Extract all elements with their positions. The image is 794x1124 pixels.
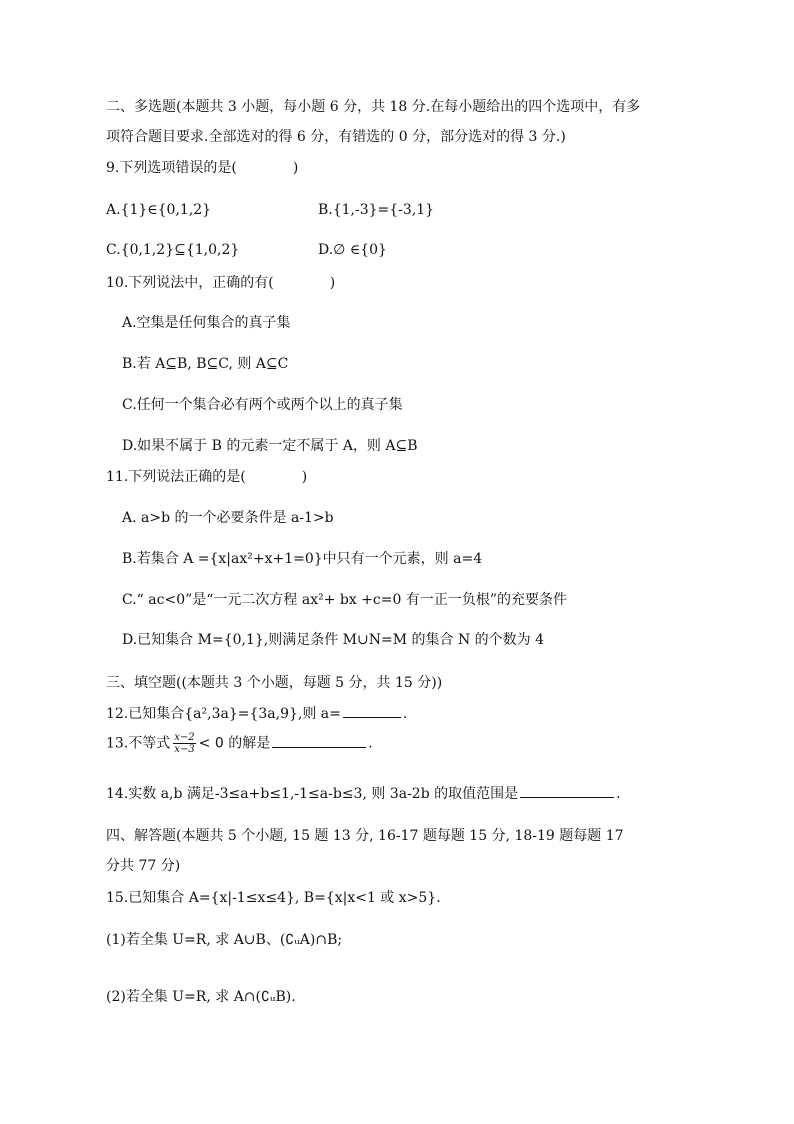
q12-text: 12.已知集合{a²,3a}={3a,9},则 a= (106, 706, 341, 722)
section-4-heading-line2: 分共 77 分) (106, 858, 181, 874)
q11-stem: 11.下列说法正确的是( ) (106, 469, 308, 485)
q13 (106, 732, 373, 755)
q10-option-a: A.空集是任何集合的真子集 (122, 315, 291, 331)
q11-option-b: B.若集合 A ={x|ax²+x+1=0}中只有一个元素，则 a=4 (122, 551, 483, 567)
q14-text: 14.实数 a,b 满足-3≤a+b≤1,-1≤a-b≤3, 则 3a-2b 的取值范围是 (106, 786, 519, 802)
q13-numerator: x−2 (174, 732, 195, 743)
q10-option-c: C.任何一个集合必有两个或两个以上的真子集 (122, 397, 403, 413)
q11-option-a: A. a>b 的一个必要条件是 a-1>b (122, 510, 334, 526)
q12 (106, 703, 407, 724)
q13-end: . (368, 735, 373, 752)
q14-answer-blank[interactable] (520, 783, 614, 798)
q9-option-c: C.{0,1,2}⊆{1,0,2} (106, 242, 240, 258)
q14-end: . (616, 786, 621, 802)
q15-part-2: (2)若全集 U=R, 求 A∩(∁ᵤB). (106, 989, 296, 1005)
q13-text-mid: 的解是 (228, 735, 271, 752)
section-2-heading-line1: 二、多选题(本题共 3 小题，每小题 6 分，共 18 分.在每小题给出的四个选项中，有多 (106, 99, 641, 115)
q11-option-d: D.已知集合 M={0,1},则满足条件 M∪N=M 的集合 N 的个数为 4 (122, 632, 545, 648)
section-2-heading-line2: 项符合题目要求.全部选对的得 6 分，有错选的 0 分，部分选对的得 3 分.) (106, 129, 566, 145)
q13-answer-blank[interactable] (272, 733, 366, 748)
q9-stem: 9.下列选项错误的是( ) (106, 160, 299, 176)
section-4-heading-line1: 四、解答题(本题共 5 个小题, 15 题 13 分, 16-17 题每题 15 分, 18-19 题每题 17 (106, 828, 624, 844)
q11-option-c: C.“ ac<0”是“一元二次方程 ax²+ bx +c=0 有一正一负根”的充要条件 (122, 592, 568, 608)
q10-option-b: B.若 A⊆B, B⊆C, 则 A⊆C (122, 356, 289, 372)
q9-option-d: D.∅ ∈{0} (318, 242, 387, 258)
q10-option-d: D.如果不属于 B 的元素一定不属于 A，则 A⊆B (122, 438, 418, 454)
q13-fraction (173, 732, 195, 755)
q14 (106, 783, 621, 804)
q15-stem: 15.已知集合 A={x|-1≤x≤4}, B={x|x<1 或 x>5}. (106, 890, 441, 906)
q10-stem: 10.下列说法中，正确的有( ) (106, 275, 336, 291)
q15-part-1: (1)若全集 U=R, 求 A∪B、(∁ᵤA)∩B; (106, 932, 343, 948)
q12-end: . (402, 706, 408, 722)
q9-option-a: A.{1}∈{0,1,2} (106, 202, 212, 218)
section-3-heading: 三、填空题((本题共 3 个小题，每题 5 分，共 15 分)) (106, 675, 443, 691)
q13-text: 13.不等式 (106, 735, 171, 752)
q13-denominator: x−3 (174, 744, 195, 755)
q9-option-b: B.{1,-3}={-3,1} (318, 202, 435, 218)
q13-relation: < 0 (198, 735, 224, 752)
q12-answer-blank[interactable] (343, 703, 401, 718)
